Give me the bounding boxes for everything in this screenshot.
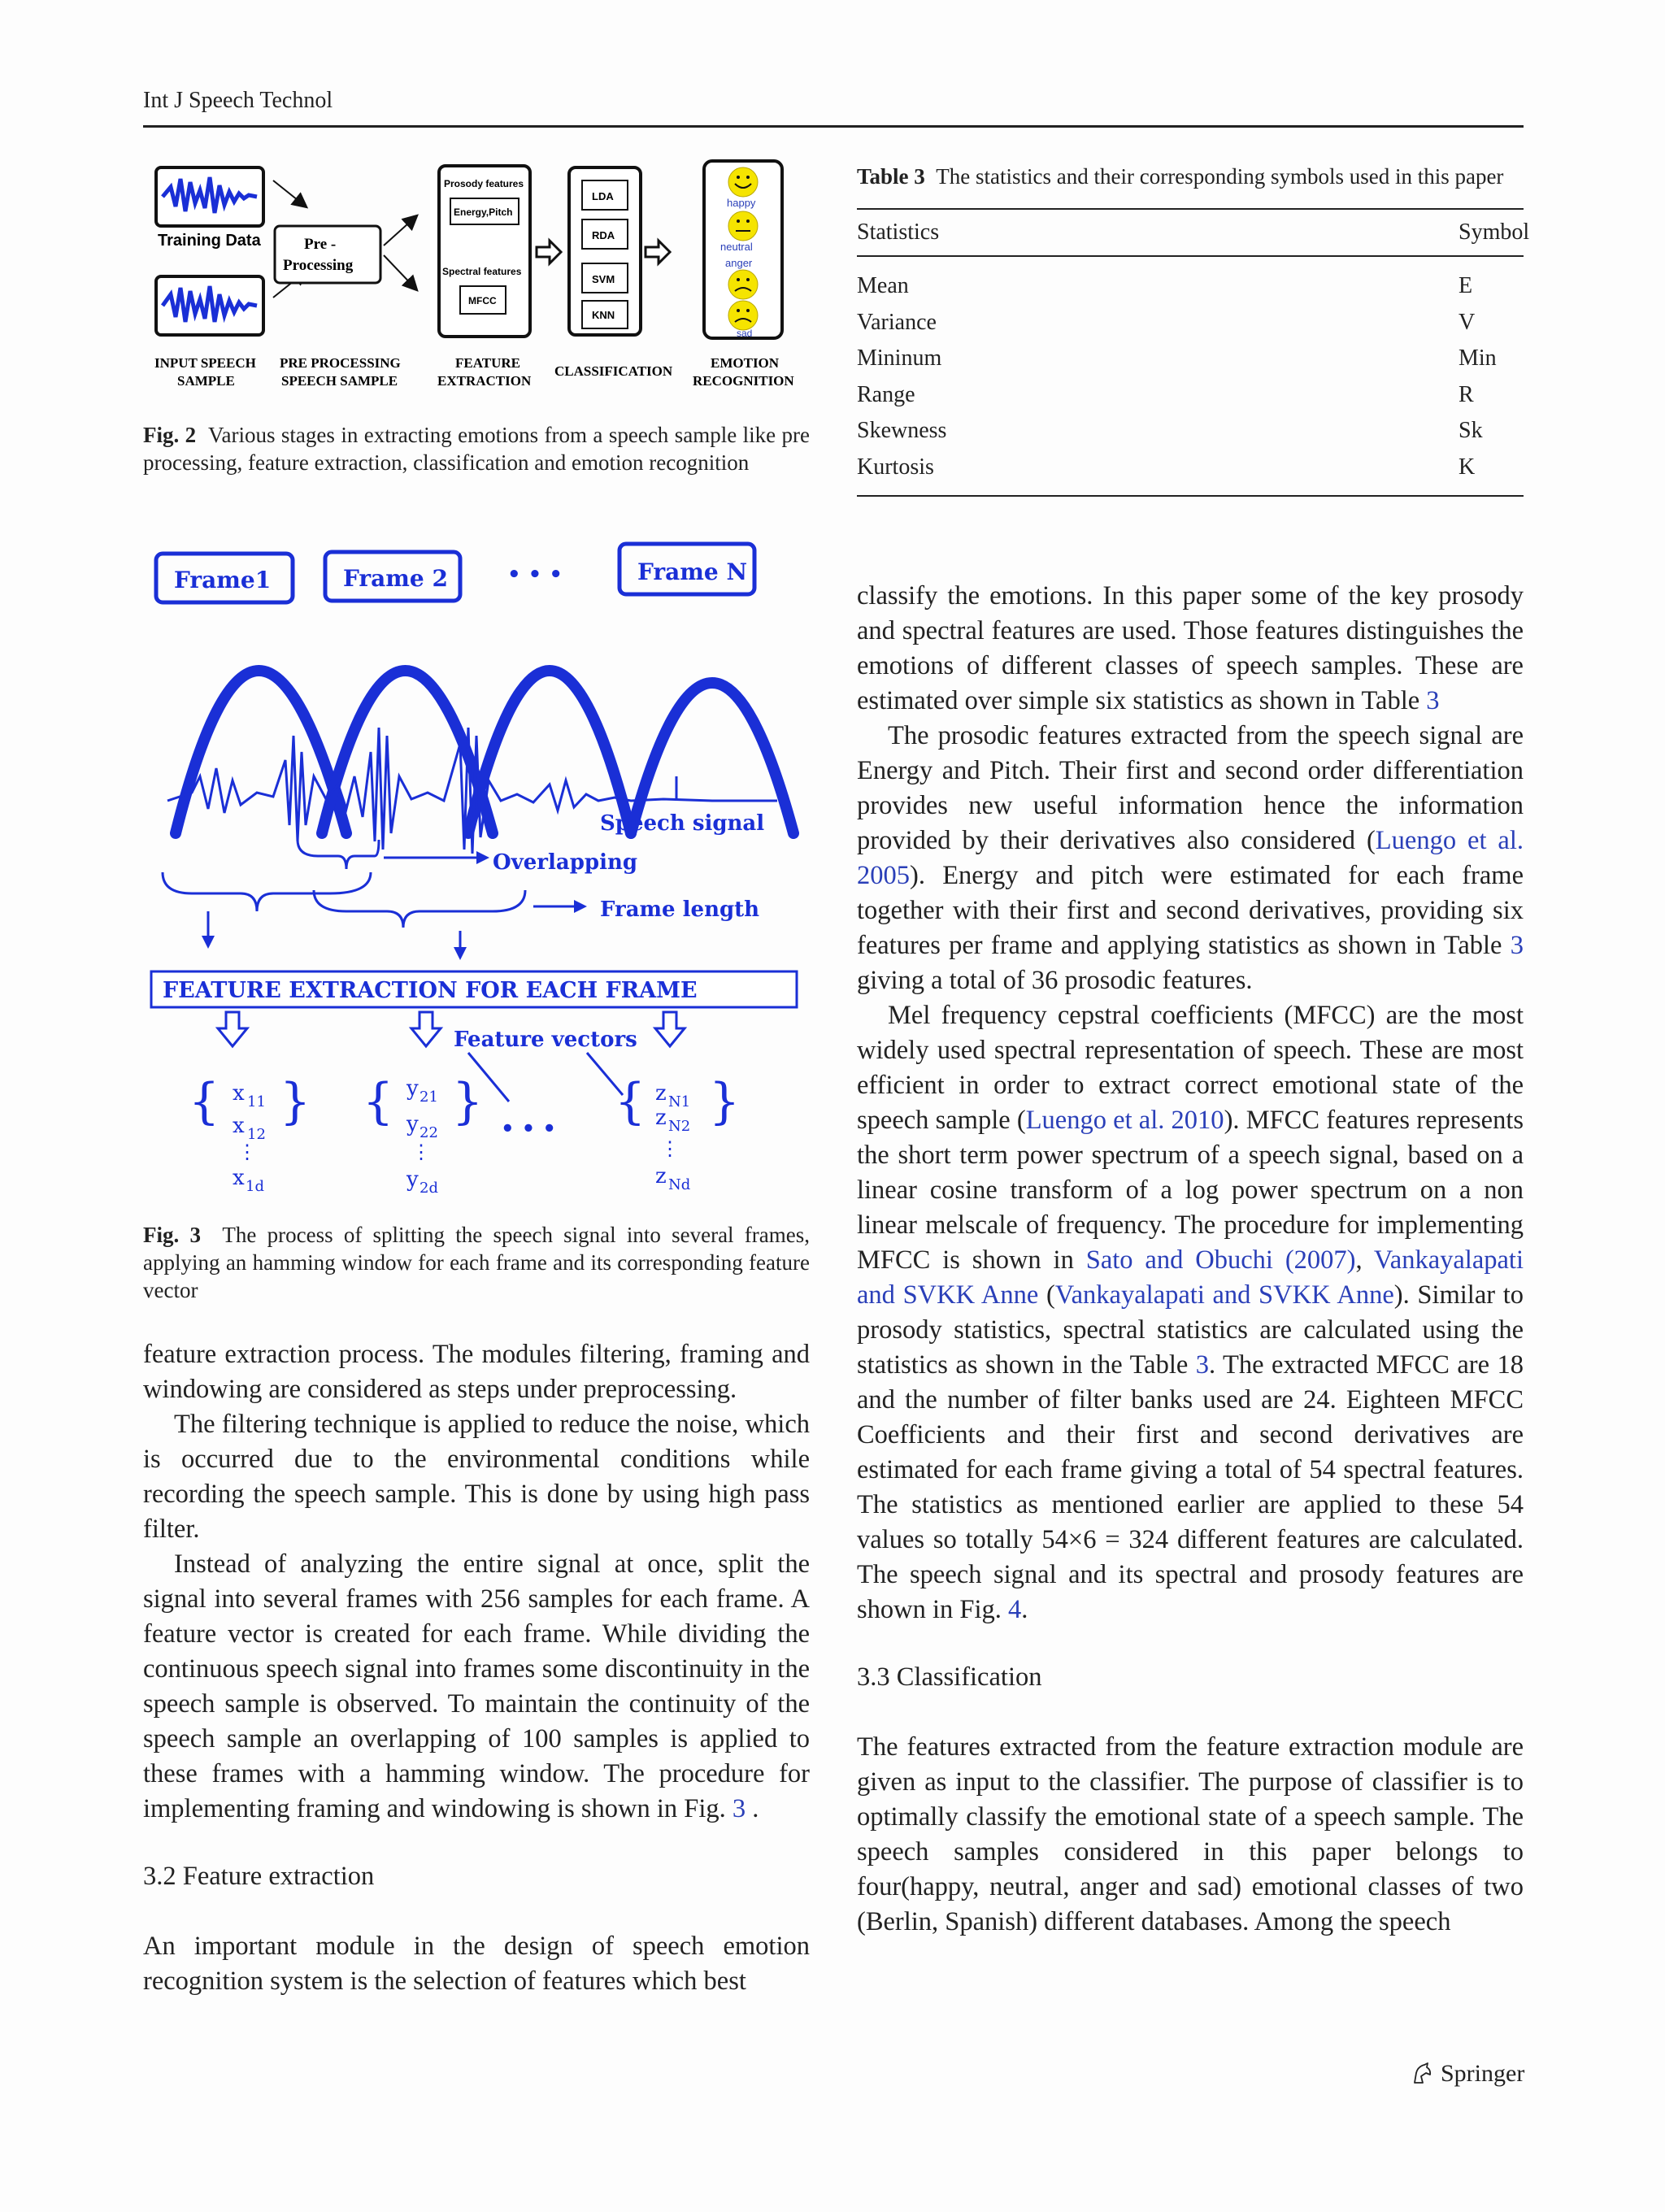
right-p3-paren: ( xyxy=(1046,1280,1055,1310)
overlapping-label: Overlapping xyxy=(493,850,638,875)
fig2-diagram xyxy=(143,154,810,406)
right-p3-end: . xyxy=(1021,1595,1028,1624)
frame1-label: Frame1 xyxy=(174,567,272,593)
svg-text:z: z xyxy=(655,1106,667,1130)
svg-text:12: 12 xyxy=(247,1126,266,1143)
table3-ref-link-2[interactable]: 3 xyxy=(1510,931,1524,960)
fig2-caption xyxy=(143,421,810,476)
frame2-label: Frame 2 xyxy=(343,565,448,592)
svg-text:x: x xyxy=(233,1114,245,1138)
fig3-caption-label: Fig. 3 xyxy=(143,1223,201,1247)
right-p2-text-a: The prosodic features extracted from the speech signal are Energy and Pitch. Their first and second order differentiation provides new useful information hence the information provided by their derivatives also considered ( xyxy=(857,721,1524,855)
symbol-cell: Min xyxy=(1459,345,1497,371)
stat-cell: Skewness xyxy=(857,418,947,443)
feat-label-2: EXTRACTION xyxy=(437,373,532,389)
left-paragraph-1: feature extraction process. The modules filtering, framing and windowing are considered as steps under preprocessing. xyxy=(143,1340,810,1404)
frame-length-label: Frame length xyxy=(600,897,760,922)
table-rule-bottom xyxy=(857,495,1524,497)
right-p3-text-b: ). MFCC features represents the short term power spectrum of a speech signal, based on a linear cosine transform of a log power spectrum on a non linear melscale of frequency. The procedure for implementing MFCC is shown in xyxy=(857,1106,1524,1275)
input-label-1: INPUT SPEECH xyxy=(154,355,256,371)
col-statistics: Statistics xyxy=(857,219,940,245)
header-rule xyxy=(143,125,1524,128)
classifier-rda: RDA xyxy=(592,229,615,241)
spectral-label: Spectral features xyxy=(442,266,522,277)
mfcc-label: MFCC xyxy=(468,295,497,306)
right-p2-text-b: ). Energy and pitch were estimated for each frame together with their first and second derivatives, providing six features per frame and applying statistics as shown in Table xyxy=(857,861,1524,960)
sad-face-icon xyxy=(728,301,758,330)
table-row xyxy=(857,413,1524,450)
stat-cell: Mininum xyxy=(857,345,942,371)
arrow-to-classifier-icon xyxy=(537,241,561,263)
anger-face-icon xyxy=(728,270,758,299)
left-paragraph-2: The filtering technique is applied to reduce the noise, which is occurred due to the environmental conditions while recording the speech sample. This is done by using high pass filter. xyxy=(143,1410,810,1544)
symbol-cell: R xyxy=(1459,381,1474,407)
table-row xyxy=(857,305,1524,341)
left-column xyxy=(143,1337,810,1999)
right-p3-text-a: Mel frequency cepstral coefficients (MFCC) are the most widely used spectral representation of speech. These are most efficient in order to extract correct emotional state of the speech sample ( xyxy=(857,1001,1524,1135)
vankayalapati-link-2[interactable]: Vankayalapati and SVKK Anne xyxy=(1054,1280,1394,1310)
pre-label-1: PRE PROCESSING xyxy=(280,355,401,371)
svg-text:x: x xyxy=(233,1081,245,1106)
neutral-face-icon xyxy=(728,211,758,241)
right-paragraph-4: The features extracted from the feature extraction module are given as input to the classifier. The purpose of classifier is to optimally classify the emotional state of a speech sample. The speech samples considered in this paper belongs to four(happy, neutral, anger and sad) emotional classes of two (Berlin, Spanish) different databases. Among the speech xyxy=(857,1732,1524,1936)
emotion-anger: anger xyxy=(725,257,753,269)
table3-ref-link-3[interactable]: 3 xyxy=(1195,1350,1210,1380)
svg-text:}: } xyxy=(280,1073,311,1130)
stat-cell: Range xyxy=(857,381,915,407)
table-body xyxy=(857,257,1524,495)
svg-text:N1: N1 xyxy=(668,1093,691,1110)
table-row xyxy=(857,268,1524,305)
fig2-caption-label: Fig. 2 xyxy=(143,423,197,447)
training-data-label: Training Data xyxy=(158,232,261,250)
luengo-2010-link[interactable]: Luengo et al. 2010 xyxy=(1025,1106,1224,1135)
symbol-cell: E xyxy=(1459,273,1473,298)
energy-pitch: Energy,Pitch xyxy=(454,206,513,218)
stat-cell: Mean xyxy=(857,273,909,298)
journal-header: Int J Speech Technol xyxy=(143,88,333,113)
feat-label-1: FEATURE xyxy=(455,355,520,371)
pre-line1: Pre - xyxy=(304,236,337,253)
table-row xyxy=(857,450,1524,486)
svg-text:y: y xyxy=(406,1076,419,1101)
emo-label-2: RECOGNITION xyxy=(693,373,794,389)
left-paragraph-3 xyxy=(143,1547,810,1827)
right-paragraph-2 xyxy=(857,719,1524,998)
svg-text:x: x xyxy=(233,1166,245,1190)
svg-text:⋮: ⋮ xyxy=(660,1137,680,1160)
classifier-lda: LDA xyxy=(592,190,614,202)
speech-signal-label: Speech signal xyxy=(600,811,765,836)
input-label-2: SAMPLE xyxy=(177,373,235,389)
footer xyxy=(1410,2060,1524,2088)
pre-line2: Processing xyxy=(283,257,354,274)
emotion-happy: happy xyxy=(727,197,756,209)
input-wave-box xyxy=(156,276,263,335)
svg-text:• • •: • • • xyxy=(501,1117,556,1141)
luengo-2005-link[interactable]: Luengo et al. 2005 xyxy=(857,826,1524,890)
sato-obuchi-link[interactable]: Sato and Obuchi (2007) xyxy=(1085,1245,1356,1275)
table-row xyxy=(857,377,1524,414)
symbol-cell: V xyxy=(1459,309,1476,335)
svg-text:⋮: ⋮ xyxy=(411,1141,431,1163)
svg-text:z: z xyxy=(655,1164,667,1189)
symbol-cell: Sk xyxy=(1459,418,1483,443)
svg-text:22: 22 xyxy=(420,1124,438,1141)
feature-vectors-label: Feature vectors xyxy=(454,1028,637,1052)
springer-horse-icon xyxy=(1410,2062,1434,2086)
stat-cell: Kurtosis xyxy=(857,454,934,480)
svg-text:y: y xyxy=(406,1167,419,1192)
frameN-label: Frame N xyxy=(637,558,748,585)
fig3-diagram xyxy=(143,532,810,1199)
happy-face-icon xyxy=(728,167,758,197)
frames-ellipsis: • • • xyxy=(507,563,563,587)
fig3-caption xyxy=(143,1221,810,1304)
fig3-caption-text: The process of splitting the speech signal into several frames, applying an hamming window for each frame and its corresponding feature vector xyxy=(143,1223,810,1302)
left-p3-text: Instead of analyzing the entire signal at once, split the signal into several frames with 256 samples for each frame. A feature vector is created for each frame. While dividing the continuous speech signal into frames some discontinuity in the speech sample is observed. To maintain the continuity of the speech sample an overlapping of 100 samples is applied to these frames with a hamming window. The procedure for implementing framing and windowing is shown in Fig. xyxy=(143,1549,810,1823)
training-wave-box xyxy=(156,167,263,226)
svg-text:{: { xyxy=(615,1073,646,1130)
svg-text:{: { xyxy=(363,1073,394,1130)
svg-text:2d: 2d xyxy=(420,1180,438,1197)
left-p3-end: . xyxy=(752,1794,759,1823)
svg-text:N2: N2 xyxy=(668,1118,691,1135)
right-paragraph-3 xyxy=(857,998,1524,1627)
emotion-neutral: neutral xyxy=(720,241,753,253)
springer-label: Springer xyxy=(1441,2060,1525,2087)
vankayalapati-link[interactable]: Vankayalapati and SVKK Anne xyxy=(857,1245,1524,1310)
right-paragraph-1 xyxy=(857,579,1524,719)
right-p2-text-c: giving a total of 36 prosodic features. xyxy=(857,966,1253,995)
svg-text:⋮: ⋮ xyxy=(237,1141,257,1163)
right-column xyxy=(857,579,1524,1940)
section-3-2-heading: 3.2 Feature extraction xyxy=(143,1862,375,1891)
svg-text:}: } xyxy=(709,1073,741,1130)
table-header xyxy=(857,210,1530,255)
feature-extraction-label: FEATURE EXTRACTION FOR EACH FRAME xyxy=(163,978,698,1003)
table3-caption-text: The statistics and their corresponding symbols used in this paper xyxy=(936,164,1504,189)
left-paragraph-4: An important module in the design of speech emotion recognition system is the selection of features which best xyxy=(143,1932,810,1996)
fig4-ref-link[interactable]: 4 xyxy=(1008,1595,1022,1624)
emo-label-1: EMOTION xyxy=(711,355,780,371)
classifier-knn: KNN xyxy=(592,309,615,321)
table3-label: Table 3 xyxy=(857,164,925,189)
symbol-cell: K xyxy=(1459,454,1476,480)
table3-ref-link[interactable]: 3 xyxy=(1426,686,1440,715)
pre-label-2: SPEECH SAMPLE xyxy=(281,373,398,389)
table3 xyxy=(857,163,1530,497)
svg-text:Nd: Nd xyxy=(668,1176,691,1193)
svg-text:}: } xyxy=(452,1073,484,1130)
right-p1-text: classify the emotions. In this paper some of the key prosody and spectral features are used. Those features distinguishes the emotions of different classes of speech samples. These are estimated over simple six statistics as shown in Table xyxy=(857,581,1524,715)
fig2-caption-text: Various stages in extracting emotions from a speech sample like pre processing, feature extraction, classification and emotion recognition xyxy=(143,423,810,475)
fig3-ref-link[interactable]: 3 xyxy=(732,1794,746,1823)
stat-cell: Variance xyxy=(857,309,937,335)
svg-text:21: 21 xyxy=(420,1089,438,1106)
table3-caption xyxy=(857,163,1524,190)
right-p3-text-f: . The extracted MFCC are 18 and the number of filter banks used are 24. Eighteen MFCC Coefficients and their first and second derivatives are estimated for each frame giving a total of 54 spectral features. The statistics as mentioned earlier are applied to these 54 values so totally 54×6 = 324 different features are calculated. The speech signal and its spectral and prosody features are shown in Fig. xyxy=(857,1350,1524,1624)
preprocessing-box xyxy=(275,226,380,283)
emotion-sad: sad xyxy=(737,328,753,339)
classifier-svm: SVM xyxy=(592,273,615,285)
svg-text:11: 11 xyxy=(247,1093,266,1110)
svg-text:y: y xyxy=(406,1112,419,1136)
svg-text:1d: 1d xyxy=(246,1178,264,1195)
prosody-label: Prosody features xyxy=(444,178,524,189)
table-row xyxy=(857,341,1524,377)
feature-vector-glyphs xyxy=(189,1073,740,1197)
section-3-3-heading: 3.3 Classification xyxy=(857,1662,1042,1692)
svg-text:z: z xyxy=(655,1081,667,1106)
right-p3-comma: , xyxy=(1355,1245,1363,1275)
arrow-to-emotion-icon xyxy=(646,241,670,263)
col-symbol: Symbol xyxy=(1459,219,1530,245)
svg-text:{: { xyxy=(189,1073,220,1130)
class-label: CLASSIFICATION xyxy=(554,363,673,379)
right-p3-text-e: ). Similar to prosody statistics, spectral statistics are calculated using the statistics as shown in the Table xyxy=(857,1280,1524,1380)
